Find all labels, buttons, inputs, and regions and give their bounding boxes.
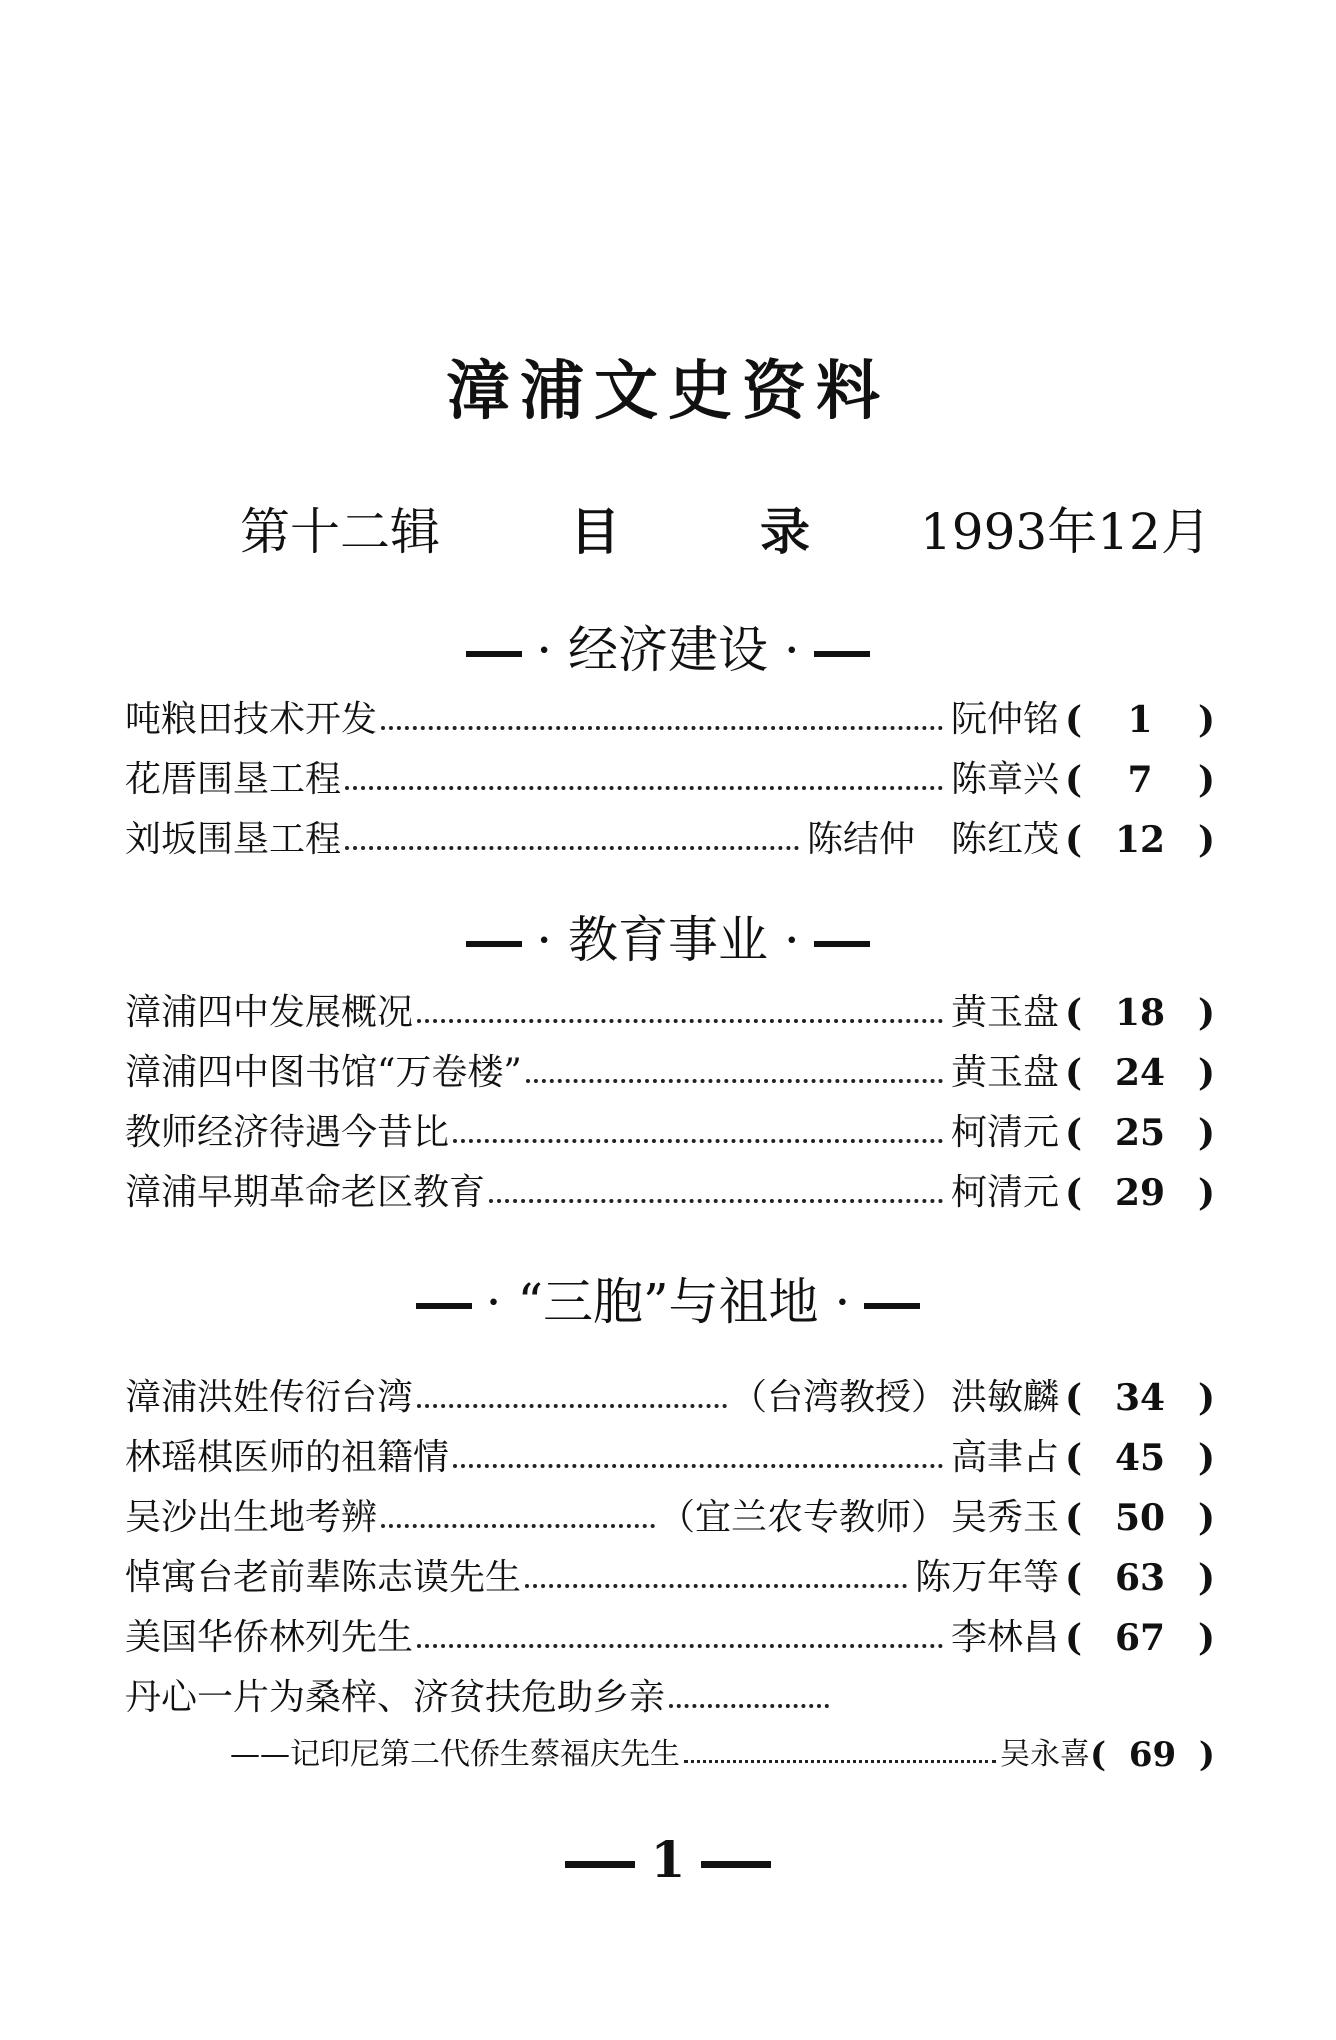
- entry-title: 美国华侨林列先生: [125, 1617, 414, 1658]
- toc-entry[interactable]: [125, 1370, 1215, 1426]
- entry-title: 吨粮田技术开发: [125, 699, 378, 740]
- dot-leader: [417, 1404, 727, 1408]
- entry-title: 吴沙出生地考辨: [125, 1497, 378, 1538]
- entry-author: 黄玉盘: [950, 992, 1059, 1033]
- folio-number: 1: [650, 1830, 686, 1889]
- entry-title: 教师经济待遇今昔比: [125, 1112, 450, 1153]
- entry-author: 黄玉盘: [950, 1052, 1059, 1093]
- dash-rule: [814, 941, 870, 947]
- paren-open: (: [1065, 1377, 1083, 1419]
- page-number: 45: [1114, 1437, 1166, 1479]
- section-dot: ·: [536, 621, 553, 679]
- dot-leader: [381, 1524, 655, 1528]
- entry-author: 柯清元: [950, 1112, 1059, 1153]
- page-number: 7: [1127, 759, 1153, 801]
- paren-close: ): [1197, 1437, 1215, 1479]
- page-number: 12: [1114, 819, 1166, 861]
- paren-open: (: [1065, 1172, 1083, 1214]
- section-title: “三胞”与祖地: [517, 1273, 819, 1331]
- section-dot: ·: [536, 911, 553, 969]
- paren-open: (: [1065, 1437, 1083, 1479]
- dot-leader: [525, 1584, 907, 1588]
- paren-close: ): [1198, 1735, 1215, 1775]
- toc-entry[interactable]: [125, 985, 1215, 1041]
- entry-page: [1065, 692, 1215, 748]
- entry-page: [1065, 812, 1215, 868]
- dot-leader: [489, 1199, 943, 1203]
- paren-open: (: [1065, 1497, 1083, 1539]
- entry-author: 李林昌: [950, 1617, 1059, 1658]
- paren-open: (: [1065, 1052, 1083, 1094]
- paren-open: (: [1090, 1735, 1107, 1775]
- entry-title: 漳浦四中发展概况: [125, 992, 414, 1033]
- journal-title: 漳浦文史资料: [446, 354, 890, 429]
- dot-leader: [381, 726, 943, 730]
- dot-leader: [453, 1464, 943, 1468]
- paren-open: (: [1065, 1617, 1083, 1659]
- dash-rule: [701, 1861, 771, 1868]
- paren-close: ): [1197, 759, 1215, 801]
- dot-leader: [417, 1644, 943, 1648]
- paren-close: ): [1197, 1377, 1215, 1419]
- entry-author: 陈结仲 陈红茂: [806, 819, 1059, 860]
- entry-title: 刘坂围垦工程: [125, 819, 342, 860]
- entry-title: 漳浦早期革命老区教育: [125, 1172, 486, 1213]
- toc-entry[interactable]: [125, 1490, 1215, 1546]
- toc-entry[interactable]: [125, 1430, 1215, 1486]
- entry-subtitle: ——记印尼第二代侨生蔡福庆先生: [230, 1737, 680, 1772]
- dash-rule: [466, 651, 522, 657]
- section-dot: ·: [834, 1273, 851, 1331]
- page-number: 1: [1127, 699, 1153, 741]
- entry-author: 高聿占: [950, 1437, 1059, 1478]
- section-heading: [0, 610, 1336, 682]
- entry-title: 林瑶棋医师的祖籍情: [125, 1437, 450, 1478]
- page-number: 69: [1128, 1735, 1177, 1775]
- dash-rule: [814, 651, 870, 657]
- entry-page: [1065, 1490, 1215, 1546]
- paren-close: ): [1197, 1557, 1215, 1599]
- entry-page: [1065, 1105, 1215, 1161]
- entry-page: [1065, 1045, 1215, 1101]
- section-dot: ·: [783, 621, 800, 679]
- paren-close: ): [1197, 819, 1215, 861]
- toc-entry[interactable]: [125, 1610, 1215, 1666]
- paren-open: (: [1065, 759, 1083, 801]
- paren-open: (: [1065, 1112, 1083, 1154]
- paren-open: (: [1065, 992, 1083, 1034]
- entry-title: 悼寓台老前辈陈志谟先生: [125, 1557, 522, 1598]
- entry-title: 丹心一片为桑梓、济贫扶危助乡亲: [125, 1677, 666, 1718]
- entry-author: 柯清元: [950, 1172, 1059, 1213]
- paren-close: ): [1197, 699, 1215, 741]
- dot-leader: [453, 1139, 943, 1143]
- contents-heading: 目录: [570, 502, 950, 561]
- page-number: 50: [1114, 1497, 1166, 1539]
- paren-close: ): [1197, 1052, 1215, 1094]
- page-number: 18: [1114, 992, 1166, 1034]
- section-heading: [0, 1262, 1336, 1334]
- dot-leader: [417, 1019, 943, 1023]
- dot-leader: [345, 786, 943, 790]
- paren-open: (: [1065, 819, 1083, 861]
- dash-rule: [565, 1861, 635, 1868]
- page-number: 34: [1114, 1377, 1166, 1419]
- entry-page: [1065, 1165, 1215, 1221]
- page-number: 24: [1114, 1052, 1166, 1094]
- section-dot: ·: [783, 911, 800, 969]
- paren-close: ): [1197, 992, 1215, 1034]
- toc-entry[interactable]: [125, 1045, 1215, 1101]
- entry-title: 漳浦四中图书馆“万卷楼”: [125, 1052, 522, 1093]
- entry-note: （台湾教授）: [730, 1377, 947, 1418]
- toc-entry[interactable]: [125, 1105, 1215, 1161]
- dash-rule: [864, 1303, 920, 1309]
- paren-close: ): [1197, 1172, 1215, 1214]
- page-folio: [0, 1830, 1336, 1889]
- page-number: 29: [1114, 1172, 1166, 1214]
- entry-author: 吴永喜: [1000, 1737, 1090, 1772]
- entry-author: 吴秀玉: [950, 1497, 1059, 1538]
- dot-leader: [684, 1760, 996, 1763]
- entry-page: [1065, 985, 1215, 1041]
- toc-entry-subtitle-line[interactable]: [230, 1730, 1215, 1780]
- entry-page: [1065, 1610, 1215, 1666]
- entry-page: [1065, 1550, 1215, 1606]
- section-dot: ·: [485, 1273, 502, 1331]
- issue-number: 第十二辑: [240, 503, 440, 561]
- paren-close: ): [1197, 1497, 1215, 1539]
- entry-title: 漳浦洪姓传衍台湾: [125, 1377, 414, 1418]
- toc-entry[interactable]: [125, 1165, 1215, 1221]
- page-number: 63: [1114, 1557, 1166, 1599]
- paren-open: (: [1065, 699, 1083, 741]
- dot-leader: [526, 1079, 943, 1083]
- paren-close: ): [1197, 1617, 1215, 1659]
- toc-entry[interactable]: [125, 1550, 1215, 1606]
- dot-leader: [345, 846, 799, 850]
- toc-entry[interactable]: [125, 752, 1215, 808]
- entry-note: （宜兰农专教师）: [658, 1497, 947, 1538]
- section-title: 经济建设: [568, 621, 768, 679]
- entry-page: [1090, 1730, 1215, 1780]
- toc-entry[interactable]: [125, 692, 1215, 748]
- entry-page: [1065, 1370, 1215, 1426]
- page-number: 67: [1114, 1617, 1166, 1659]
- entry-page: [1065, 752, 1215, 808]
- entry-author: 阮仲铭: [950, 699, 1059, 740]
- entry-title: 花厝围垦工程: [125, 759, 342, 800]
- issue-line: [240, 492, 1211, 572]
- entry-author: 陈章兴: [950, 759, 1059, 800]
- section-title: 教育事业: [568, 911, 768, 969]
- section-heading: [0, 900, 1336, 972]
- entry-author: 陈万年等: [914, 1557, 1059, 1598]
- entry-author: 洪敏麟: [950, 1377, 1059, 1418]
- page-number: 25: [1114, 1112, 1166, 1154]
- entry-page: [1065, 1430, 1215, 1486]
- dash-rule: [416, 1303, 472, 1309]
- toc-entry-title-line[interactable]: [125, 1670, 829, 1726]
- paren-open: (: [1065, 1557, 1083, 1599]
- toc-entry[interactable]: [125, 812, 1215, 868]
- dot-leader: [669, 1704, 829, 1708]
- paren-close: ): [1197, 1112, 1215, 1154]
- issue-date: 1993年12月: [920, 503, 1211, 561]
- dash-rule: [466, 941, 522, 947]
